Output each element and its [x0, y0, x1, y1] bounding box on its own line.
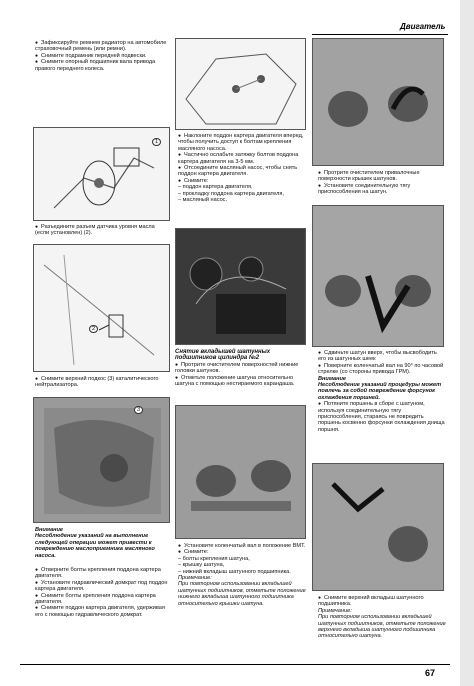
- note-label: Примечание:: [318, 607, 352, 614]
- list-item: ● Разъедините разъем датчика уровня масла (если установлен) (2).: [35, 224, 170, 237]
- list-item: – нижний вкладыш шатунного подшипника.: [178, 569, 308, 575]
- section-title: Снятие вкладышей шатунных подшипников цилиндра №2: [175, 349, 271, 362]
- col1-top-list: [35, 40, 170, 72]
- col1-sensor-text: [35, 224, 170, 237]
- footer-rule: [20, 664, 450, 665]
- col1-warning: [35, 527, 170, 559]
- page-edge-tab: [460, 0, 474, 686]
- list-item: ● Снимите верхний вкладыш шатунного подшипника.: [318, 595, 446, 608]
- rod-photo-1: [175, 405, 306, 539]
- col2-section: [175, 349, 307, 387]
- piston-photo: [312, 463, 444, 591]
- list-item: ● Зафиксируйте ремнем радиатор на автомобиле страховочный ремень (или ремни).: [35, 40, 170, 53]
- catalyst-illustration: [34, 398, 170, 523]
- rod-tool-illustration: [313, 206, 444, 347]
- remove-label: ● Снимите:: [178, 178, 308, 184]
- warning-title: Внимание: [318, 375, 346, 382]
- list-item: ● Отметьте положение шатуна относительно шатуна с помощью нестираемого карандаша.: [175, 375, 307, 388]
- remove-label: ● Снимите:: [178, 549, 308, 555]
- sensor-illustration: [34, 128, 170, 221]
- bracket-photo: [33, 244, 170, 372]
- list-item: ● Наклоните поддон картера двигателя вперед, чтобы получить доступ к болтам крепления масляного насоса.: [178, 133, 308, 152]
- list-item: ● Снимите поддон картера двигателя, удерживая его с помощью гидравлического домкрат.: [35, 605, 170, 618]
- list-item: ● Снимите болты крепления поддона картера двигателя.: [35, 593, 170, 606]
- header-rule: [312, 34, 448, 35]
- col1-bottom-list: [35, 567, 170, 618]
- pump-illustration: [176, 39, 306, 130]
- caps-photo: [312, 38, 444, 166]
- sensor-photo: [33, 127, 170, 221]
- list-item: – прокладку поддона картера двигателя,: [178, 191, 308, 197]
- warning-title: Внимание: [35, 527, 63, 533]
- pump-photo: [175, 38, 306, 130]
- col1-bracket-text: [35, 376, 170, 389]
- col2-top-list: [178, 133, 308, 203]
- callout-3: 3: [134, 406, 143, 414]
- list-item: – болты крепления шатуна,: [178, 556, 308, 562]
- warning-text: Несоблюдение указаний процедуры может повлечь за собой повреждение форсунок охлаждения поршней.: [318, 382, 442, 401]
- col3-mid: [318, 350, 446, 433]
- list-item: ● Установите соединительную тягу приспособления на шатун.: [318, 183, 446, 196]
- list-item: – поддон картера двигателя,: [178, 184, 308, 190]
- catalyst-photo: [33, 397, 170, 523]
- list-item: ● Сдвиньте шатун вверх, чтобы высвободить его из шатунных шеек: [318, 350, 446, 363]
- note-text: При повторном использовании вкладышей шатунных подшипников, отметьте положение нижнего вкладыша шатунного подшипника относительно крышки шатуна.: [178, 581, 306, 607]
- list-item: – крышку шатуна,: [178, 562, 308, 568]
- list-item: ● Потяните поршень в сборе с шатуном, используя соединительную тягу приспособления, стараясь не повредить поршень косвенно форсунки охлаждения днища поршня.: [318, 401, 446, 433]
- note-label: Примечание:: [178, 575, 212, 582]
- list-item: ● Установите гидравлический домкрат под поддон картера двигателя.: [35, 580, 170, 593]
- list-item: ● Частично ослабьте затяжку болтов поддона картера двигателя на 3-5 мм.: [178, 152, 308, 165]
- list-item: ● Протрите очистителем привалочные поверхности крышек шатунов.: [318, 170, 446, 183]
- list-item: ● Снимите опорный подшипник вала привода правого переднего колеса.: [35, 59, 170, 72]
- note-text: При повторном использовании вкладышей шатунных подшипников, отметьте положение верхнего вкладыша шатунного подшипника относительно шатуна.: [318, 614, 446, 640]
- col3-top-list: [318, 170, 446, 196]
- list-item: ● Протрите очистителем поверхностей нижние головки шатунов.: [175, 362, 307, 375]
- col3-bottom: [318, 595, 446, 640]
- list-item: – масляный насос.: [178, 197, 308, 203]
- rod-tool-photo: [312, 205, 444, 347]
- rod-caps-illustration: [313, 39, 444, 166]
- section-header: Двигатель: [400, 22, 446, 31]
- engine-illustration: [176, 229, 306, 345]
- piston-illustration: [313, 464, 444, 591]
- page-number: 67: [425, 668, 436, 678]
- callout-1: 1: [152, 138, 161, 146]
- list-item: ● Отсоедините масляный насос, чтобы снять поддон картера двигателя.: [178, 165, 308, 178]
- list-item: ● Установите коленчатый вал в положение ВМТ.: [178, 543, 308, 549]
- callout-2: 2: [89, 325, 98, 333]
- col2-bottom: [178, 543, 308, 607]
- list-item: ● Поверните коленчатый вал на 90° по часовой стрелке (со стороны привода ГРМ).: [318, 363, 446, 376]
- list-item: ● Снимите верхний подкос (3) каталитического нейтрализатора.: [35, 376, 170, 389]
- list-item: ● Снимите подрамник передней подвески.: [35, 53, 170, 59]
- list-item: ● Отверните болты крепления поддона картера двигателя.: [35, 567, 170, 580]
- engine-photo: [175, 228, 306, 345]
- warning-text: Несоблюдение указаний на выполнение следующей операции может привести к повреждению маслоприемника масляного насоса.: [35, 533, 155, 559]
- connecting-rod-illustration: [176, 406, 306, 539]
- bracket-illustration: [34, 245, 170, 372]
